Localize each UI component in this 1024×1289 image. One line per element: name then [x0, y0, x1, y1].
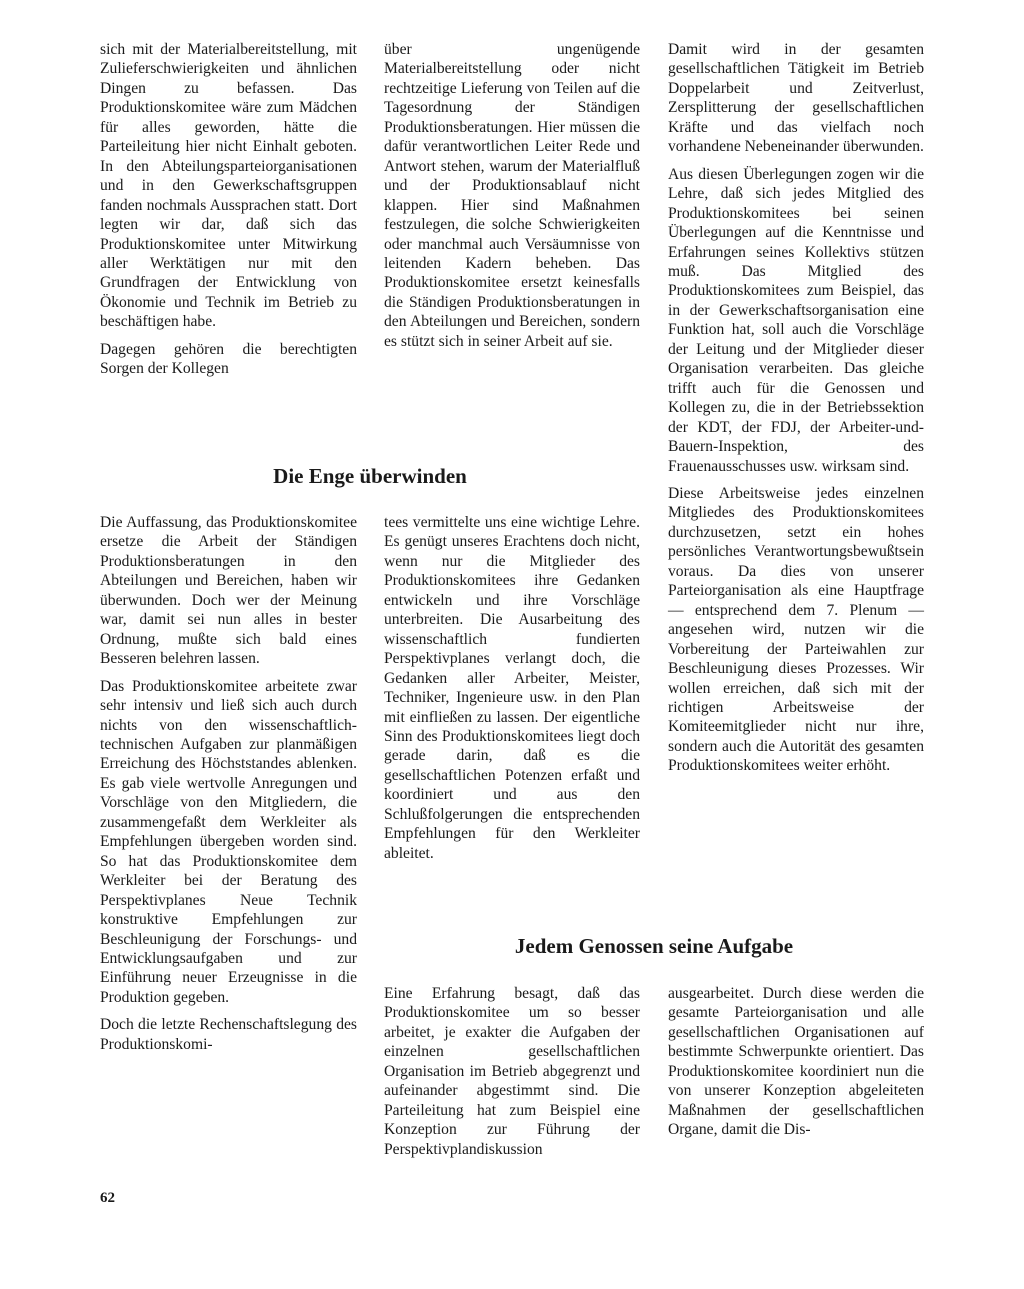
paragraph: Diese Arbeitsweise jedes einzelnen Mitgliedes des Produktionskomitees durchzusetzen, setzt ein hohes persönliches Verantwortungsbewußtsein voraus. Da dies von unserer Parteiorganisation als eine Hauptfrage — entsprechend dem 7. Plenum — angesehen wird, nutzen wir die Vorbereitung der Parteiwahlen zur Beschleunigung dieses Prozesses. Wir wollen erreichen, daß sich mit der richtigen Arbeitsweise der Komiteemitglieder nicht nur ihre, sondern auch die Autorität des gesamten Produktionskomitees weiter erhöht.	[668, 484, 924, 775]
column-3-jedem	[668, 984, 924, 1148]
paragraph: Die Auffassung, das Produktionskomitee ersetze die Arbeit der Ständigen Produktionsberatungen in den Abteilungen und Bereichen, haben wir überwunden. Doch wer der Meinung war, damit sei nun alles in bester Ordnung, mußte sich bald eines Besseren belehren lassen.	[100, 514, 357, 668]
page-number: 62	[100, 1190, 115, 1206]
paragraph: Dagegen gehören die berechtigten Sorgen der Kollegen	[100, 340, 357, 378]
paragraph: Eine Erfahrung besagt, daß das Produktionskomitee um so besser arbeitet, je exakter die Aufgaben der einzelnen gesellschaftlichen Organisation im Betrieb abgegrenzt und aufeinander abgestimmt sind. Die Parteileitung hat zum Beispiel eine Konzeption zur Führung der Perspektivplandiskussion	[384, 985, 640, 1158]
paragraph: über ungenügende Materialbereitstellung oder nicht rechtzeitige Lieferung von Teilen auf die Tagesordnung der Ständigen Produktionsberatungen. Hier müssen die dafür verantwortlichen Leiter Rede und Antwort stehen, warum der Materialfluß und der Produktionsablauf nicht klappen. Hier sind Maßnahmen festzulegen, die solche Schwierigkeiten oder manchmal auch Versäumnisse von leitenden Kadern beheben. Das Produktionskomitee ersetzt keinesfalls die Ständigen Produktionsberatungen in den Abteilungen und Bereichen, sondern es stützt sich in seiner Arbeit auf sie.	[384, 41, 640, 350]
section-heading-jedem: Jedem Genossen seine Aufgabe	[514, 934, 794, 958]
column-2-top	[384, 40, 640, 359]
paragraph: Damit wird in der gesamten gesellschaftlichen Tätigkeit im Betrieb Doppelarbeit und Zeitverlust, Zersplitterung der gesellschaftlichen Kräfte und das vielfach noch vorhandene Nebeneinander überwunden.	[668, 41, 924, 156]
column-3-top	[668, 40, 924, 784]
paragraph: sich mit der Materialbereitstellung, mit Zulieferschwierigkeiten und ähnlichen Dingen zu befassen. Das Produktionskomitee wäre zum Mädchen für alles geworden, hätte die Parteileitung hier nicht Einhalt geboten. In den Abteilungsparteiorganisationen und in den Gewerkschaftsgruppen fanden nochmals Aussprachen statt. Dort legten wir dar, daß sich das Produktionskomitee unter Mitwirkung aller Werktätigen nur mit den Grundfragen der Entwicklung von Ökonomie und Technik im Betrieb zu beschäftigen habe.	[100, 41, 357, 331]
paragraph: Aus diesen Überlegungen zogen wir die Lehre, daß sich jedes Mitglied des Produktionskomitees bei seinen Überlegungen auf die Kenntnisse und Erfahrungen seines Kollektivs stützen muß. Das Mitglied des Produktionskomitees zum Beispiel, das in der Gewerkschaftsorganisation eine Funktion hat, soll auch die Vorschläge der Leitung und der Mitglieder dieser Organisation verarbeiten. Das gleiche trifft auch für die Genossen und Kollegen zu, die in der Betriebssektion der KDT, der FDJ, der Arbeiter-und-Bauern-Inspektion, des Frauenausschusses usw. wirksam sind.	[668, 165, 924, 475]
section-heading-enge: Die Enge überwinden	[273, 464, 467, 488]
column-1-enge	[100, 513, 357, 1062]
column-2-jedem	[384, 984, 640, 1167]
paragraph: tees vermittelte uns eine wichtige Lehre. Es genügt unseres Erachtens doch nicht, wenn nur die Mitglieder des Produktionskomitees ihre Gedanken entwickeln und ihre Vorschläge unterbreiten. Die Ausarbeitung des wissenschaftlich fundierten Perspektivplanes verlangt doch, die Gedanken aller Arbeiter, Meister, Techniker, Ingenieure usw. in den Plan mit einfließen zu lassen. Der eigentliche Sinn des Produktionskomitees liegt doch gerade darin, daß es die gesellschaftlichen Potenzen erfaßt und koordiniert und aus den Schlußfolgerungen die entsprechenden Empfehlungen für den Werkleiter ableitet.	[384, 514, 640, 862]
paragraph: Doch die letzte Rechenschaftslegung des Produktionskomi-	[100, 1016, 357, 1053]
column-2-enge	[384, 513, 640, 871]
column-1-top	[100, 40, 357, 387]
paragraph: Das Produktionskomitee arbeitete zwar sehr intensiv und ließ sich auch durch nichts von den wissenschaftlich-technischen Aufgaben zur planmäßigen Erreichung des Höchststandes ablenken. Es gab viele wertvolle Anregungen und Vorschläge von den Mitgliedern, die zusammengefaßt dem Werkleiter als Empfehlungen übergeben worden sind. So hat das Produktionskomitee dem Werkleiter bei der Beratung des Perspektivplanes Neue Technik konstruktive Empfehlungen zur Beschleunigung der Forschungs- und Entwicklungsaufgaben und zur Einführung neuer Erzeugnisse in die Produktion gegeben.	[100, 677, 357, 1006]
paragraph: ausgearbeitet. Durch diese werden die gesamte Parteiorganisation und alle gesellschaftlichen Organisationen auf bestimmte Schwerpunkte orientiert. Das Produktionskomitee koordiniert nun die von unserer Konzeption abgeleiteten Maßnahmen der gesellschaftlichen Organe, damit die Dis-	[668, 985, 924, 1139]
